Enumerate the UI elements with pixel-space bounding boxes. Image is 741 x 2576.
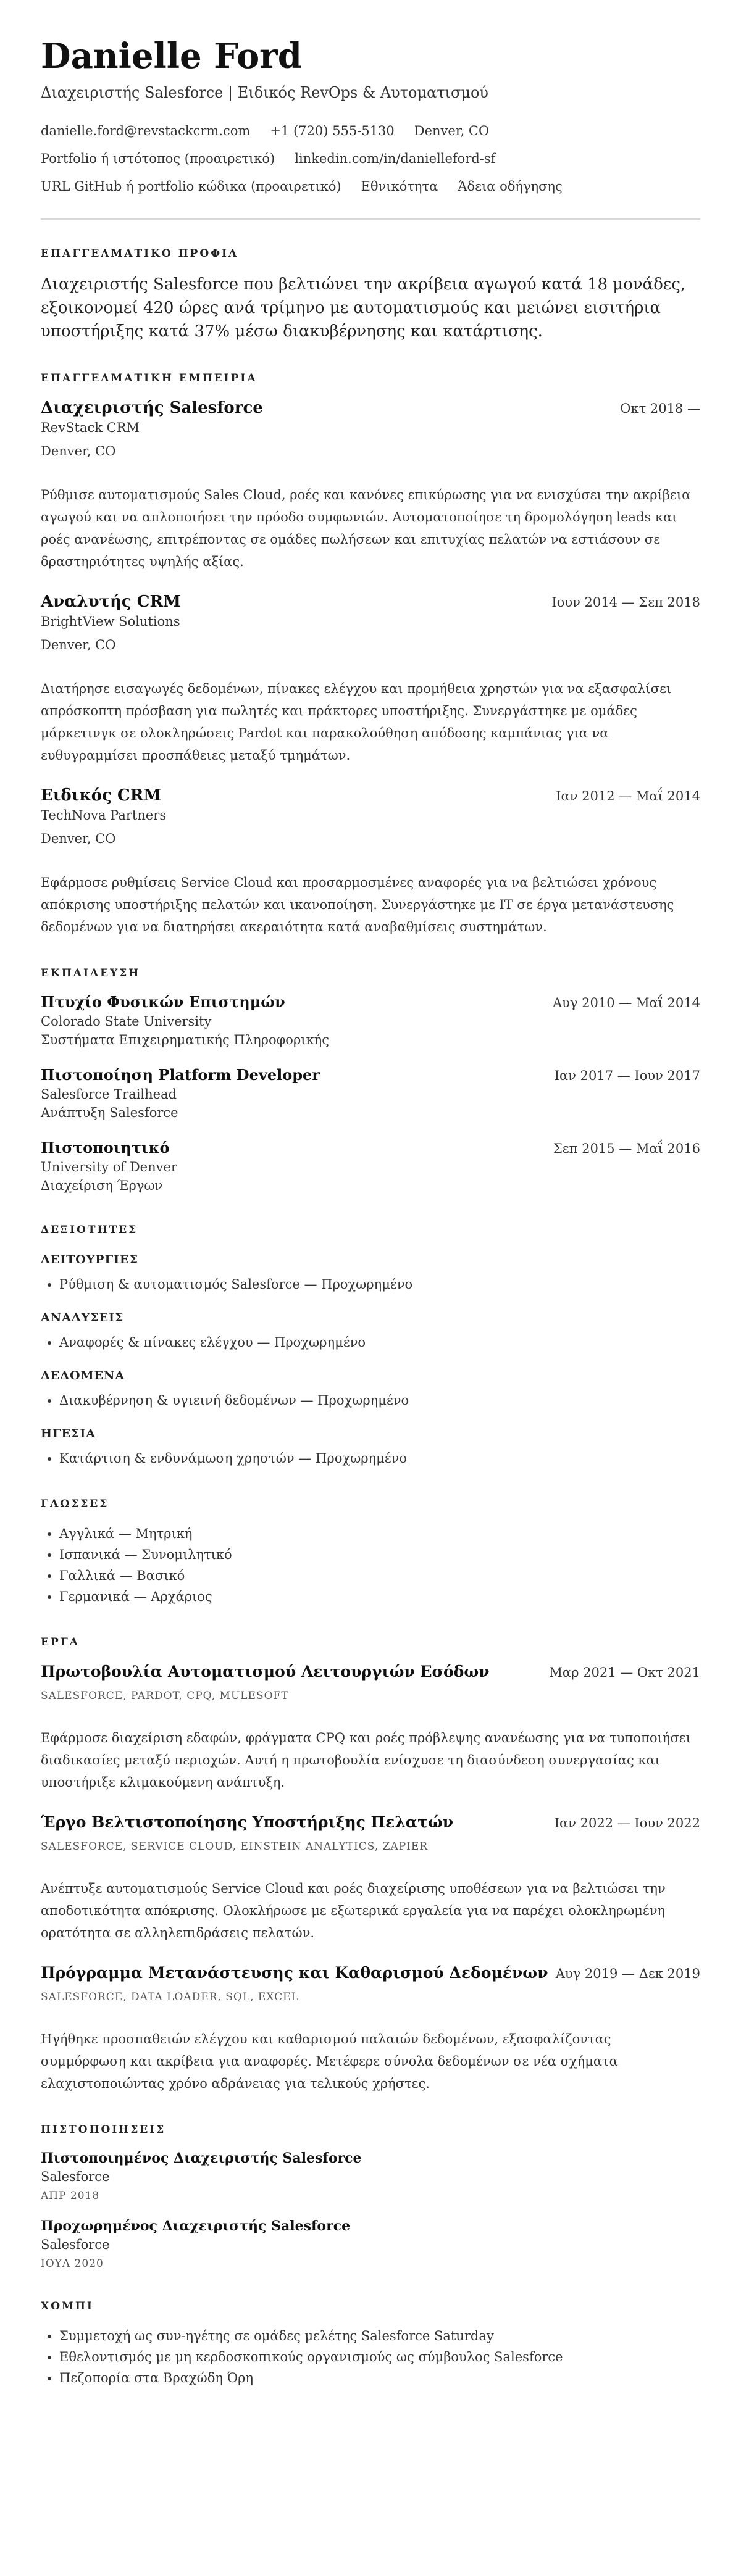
education-section — [41, 966, 700, 1195]
project-description: Εφάρμοσε διαχείριση εδαφών, φράγματα CPQ και ροές πρόβλεψης ανανέωσης για να τυποποιήσει διαδικασίες μεταξύ περιοχών. Αυτή η πρωτοβουλία ενίσχυσε τη διασύνδεση συνεργασίας και υποστήριξε κλιμακούμενη ανάπτυξη. — [41, 1730, 691, 1790]
job-location: Denver, CO — [41, 638, 116, 652]
experience-section — [41, 372, 700, 938]
contact-phone[interactable]: +1 (720) 555-5130 — [270, 123, 395, 138]
education-field: Διαχείριση Έργων — [41, 1178, 163, 1193]
contact-email[interactable]: danielle.ford@revstackcrm.com — [41, 123, 251, 138]
project-title: Έργο Βελτιστοποίησης Υποστήριξης Πελατών — [41, 1813, 454, 1831]
projects-section-title: ΕΡΓΑ — [41, 1636, 80, 1648]
certification-date: ΑΠΡ 2018 — [41, 2190, 100, 2202]
contact-linkedin[interactable]: linkedin.com/in/danielleford-sf — [295, 151, 496, 166]
project-entry — [41, 1963, 700, 2095]
languages-section-title: ΓΛΩΣΣΕΣ — [41, 1498, 109, 1510]
language-item: • Αγγλικά — Μητρική — [59, 1523, 700, 1544]
project-dates: Αυγ 2019 — Δεκ 2019 — [555, 1966, 700, 1981]
education-section-title: ΕΚΠΑΙΔΕΥΣΗ — [41, 967, 141, 979]
skill-item: • Αναφορές & πίνακες ελέγχου — Προχωρημένο — [59, 1332, 700, 1353]
project-dates: Ιαν 2022 — Ιουν 2022 — [554, 1816, 700, 1830]
job-company: TechNova Partners — [41, 808, 167, 823]
job-description: Εφάρμοσε ρυθμίσεις Service Cloud και προσαρμοσμένες αναφορές για να βελτιώσει χρόνους απόκρισης υποστήριξης πελατών και ικανοποίηση. Συνεργάστηκε με IT σε έργα μετανάστευσης δεδομένων για να διατηρήσει ακεραιότητα κατά αναβαθμίσεις συστημάτων. — [41, 875, 674, 934]
education-institution: Salesforce Trailhead — [41, 1087, 177, 1102]
job-title: Ειδικός CRM — [41, 786, 162, 805]
resume-header — [41, 36, 700, 195]
skill-item: • Κατάρτιση & ενδυνάμωση χρηστών — Προχωρημένο — [59, 1448, 700, 1469]
project-tech: SALESFORCE, DATA LOADER, SQL, EXCEL — [41, 1991, 299, 2003]
hobby-list — [41, 2325, 700, 2388]
contact-line-1 — [41, 122, 700, 139]
certification-date: ΙΟΥΛ 2020 — [41, 2258, 104, 2270]
certification-entry — [41, 2217, 700, 2271]
certification-title: Πιστοποιημένος Διαχειριστής Salesforce — [41, 2150, 362, 2166]
contact-location: Denver, CO — [414, 123, 490, 138]
hobby-item: • Πεζοπορία στα Βραχώδη Όρη — [59, 2367, 700, 2388]
profile-summary: Διαχειριστής Salesforce που βελτιώνει την ακρίβεια αγωγού κατά 18 μονάδες, εξοικονομεί 420 ώρες ανά τρίμηνο με αυτοματισμούς και μειώνει εισιτήρια υποστήριξης κατά 37% μέσω διακυβέρνησης και κατάρτισης. — [41, 275, 686, 341]
education-dates: Ιαν 2017 — Ιουν 2017 — [554, 1068, 700, 1083]
job-title: Διαχειριστής Salesforce — [41, 399, 263, 417]
education-institution: University of Denver — [41, 1160, 177, 1174]
job-dates: Ιουν 2014 — Σεπ 2018 — [551, 595, 700, 610]
skill-group-title: ΔΕΔΟΜΕΝΑ — [41, 1369, 125, 1382]
contact-portfolio[interactable]: Portfolio ή ιστότοπος (προαιρετικό) — [41, 151, 275, 166]
education-entry — [41, 992, 700, 1049]
hobby-item: • Εθελοντισμός με μη κερδοσκοπικούς οργανισμούς ως σύμβουλος Salesforce — [59, 2346, 700, 2367]
education-dates: Αυγ 2010 — Μαΐ 2014 — [553, 995, 700, 1010]
skill-list — [41, 1332, 700, 1353]
job-location: Denver, CO — [41, 444, 116, 459]
job-dates: Οκτ 2018 — — [620, 401, 700, 416]
skills-section — [41, 1223, 700, 1469]
language-item: • Γαλλικά — Βασικό — [59, 1565, 700, 1586]
skills-section-title: ΔΕΞΙΟΤΗΤΕΣ — [41, 1224, 138, 1236]
certification-issuer: Salesforce — [41, 2237, 110, 2252]
projects-section — [41, 1635, 700, 2095]
project-entry — [41, 1812, 700, 1944]
certifications-section — [41, 2123, 700, 2271]
contact-driving-license: Άδεια οδήγησης — [458, 179, 563, 194]
education-title: Πτυχίο Φυσικών Επιστημών — [41, 993, 285, 1011]
candidate-tagline: Διαχειριστής Salesforce | Ειδικός RevOps & Αυτοματισμού — [41, 84, 488, 101]
contact-line-3 — [41, 178, 700, 195]
job-company: RevStack CRM — [41, 420, 140, 435]
contact-line-2 — [41, 150, 700, 167]
job-description: Διατήρησε εισαγωγές δεδομένων, πίνακες ελέγχου και προμήθεια χρηστών για να εξασφαλίσει απρόσκοπτη πρόσβαση για πωλητές και πράκτορες υποστήριξης. Συνεργάστηκε με ομάδες μάρκετινγκ σε ολοκληρώσεις Pardot και παρακολούθηση απόδοσης καμπάνιας για να ευθυγραμμίσει προσπάθειες μεταξύ τμημάτων. — [41, 681, 672, 763]
job-location: Denver, CO — [41, 831, 116, 846]
certifications-section-title: ΠΙΣΤΟΠΟΙΗΣΕΙΣ — [41, 2124, 166, 2136]
language-item: • Γερμανικά — Αρχάριος — [59, 1586, 700, 1607]
profile-section-title: ΕΠΑΓΓΕΛΜΑΤΙΚΟ ΠΡΟΦΙΛ — [41, 247, 239, 260]
education-field: Συστήματα Επιχειρηματικής Πληροφορικής — [41, 1032, 329, 1047]
project-description: Ηγήθηκε προσπαθειών ελέγχου και καθαρισμού παλαιών δεδομένων, εξασφαλίζοντας συμμόρφωση και ακρίβεια για αναφορές. Μετέφερε σύνολα δεδομένων σε νέα σχήματα ελαχιστοποιώντας χρόνο αδράνειας για τελικούς χρήστες. — [41, 2032, 618, 2091]
education-title: Πιστοποίηση Platform Developer — [41, 1066, 320, 1084]
skill-list — [41, 1448, 700, 1469]
education-entry — [41, 1065, 700, 1122]
certification-issuer: Salesforce — [41, 2169, 110, 2184]
header-divider — [41, 218, 700, 220]
skill-group-title: ΛΕΙΤΟΥΡΓΙΕΣ — [41, 1253, 138, 1266]
job-company: BrightView Solutions — [41, 614, 180, 629]
certification-entry — [41, 2149, 700, 2203]
hobbies-section — [41, 2300, 700, 2388]
profile-section — [41, 247, 700, 343]
project-tech: SALESFORCE, PARDOT, CPQ, MULESOFT — [41, 1690, 289, 1702]
language-list — [41, 1523, 700, 1607]
project-entry — [41, 1661, 700, 1793]
project-tech: SALESFORCE, SERVICE CLOUD, EINSTEIN ANALYTICS, ZAPIER — [41, 1840, 429, 1853]
hobby-item: • Συμμετοχή ως συν-ηγέτης σε ομάδες μελέτης Salesforce Saturday — [59, 2325, 700, 2346]
skill-item: • Διακυβέρνηση & υγιεινή δεδομένων — Προχωρημένο — [59, 1390, 700, 1411]
education-entry — [41, 1138, 700, 1195]
experience-section-title: ΕΠΑΓΓΕΛΜΑΤΙΚΗ ΕΜΠΕΙΡΙΑ — [41, 372, 257, 384]
skill-list — [41, 1390, 700, 1411]
job-entry — [41, 397, 700, 573]
job-dates: Ιαν 2012 — Μαΐ 2014 — [556, 789, 700, 804]
languages-section — [41, 1497, 700, 1607]
job-entry — [41, 591, 700, 767]
job-entry — [41, 785, 700, 938]
hobbies-section-title: ΧΟΜΠΙ — [41, 2300, 94, 2312]
language-item: • Ισπανικά — Συνομιλητικό — [59, 1544, 700, 1565]
education-field: Ανάπτυξη Salesforce — [41, 1105, 178, 1120]
project-title: Πρωτοβουλία Αυτοματισμού Λειτουργιών Εσόδων — [41, 1663, 490, 1681]
skill-group-title: ΗΓΕΣΙΑ — [41, 1427, 96, 1440]
project-description: Ανέπτυξε αυτοματισμούς Service Cloud και ροές διαχείρισης υποθέσεων για να βελτιώσει την αποδοτικότητα απόκρισης. Ολοκλήρωσε με εξωτερικά εργαλεία για να παρέχει ολοκληρωμένη ορατότητα σε αλληλεπιδράσεις πελατών. — [41, 1881, 666, 1940]
job-description: Ρύθμισε αυτοματισμούς Sales Cloud, ροές και κανόνες επικύρωσης για να ενισχύσει την ακρίβεια αγωγού και να απλοποιήσει την πρόοδο συμφωνιών. Αυτοματοποίησε τη δρομολόγηση leads και ροές ανανέωσης, επιτρέποντας σε ομάδες πωλήσεων και επιτυχίας πελατών να εστιάσουν σε δραστηριότητες υψηλής αξίας. — [41, 488, 691, 569]
education-dates: Σεπ 2015 — Μαΐ 2016 — [553, 1141, 700, 1156]
project-title: Πρόγραμμα Μετανάστευσης και Καθαρισμού Δεδομένων — [41, 1964, 548, 1982]
job-title: Αναλυτής CRM — [41, 592, 181, 611]
contact-nationality: Εθνικότητα — [361, 179, 438, 194]
skill-item: • Ρύθμιση & αυτοματισμός Salesforce — Προχωρημένο — [59, 1274, 700, 1295]
skill-group-title: ΑΝΑΛΥΣΕΙΣ — [41, 1311, 124, 1324]
certification-title: Προχωρημένος Διαχειριστής Salesforce — [41, 2218, 351, 2234]
project-dates: Μαρ 2021 — Οκτ 2021 — [549, 1665, 700, 1680]
education-institution: Colorado State University — [41, 1014, 212, 1029]
candidate-name: Danielle Ford — [41, 36, 302, 77]
skill-list — [41, 1274, 700, 1295]
education-title: Πιστοποιητικό — [41, 1139, 170, 1157]
contact-github[interactable]: URL GitHub ή portfolio κώδικα (προαιρετικό) — [41, 179, 341, 194]
